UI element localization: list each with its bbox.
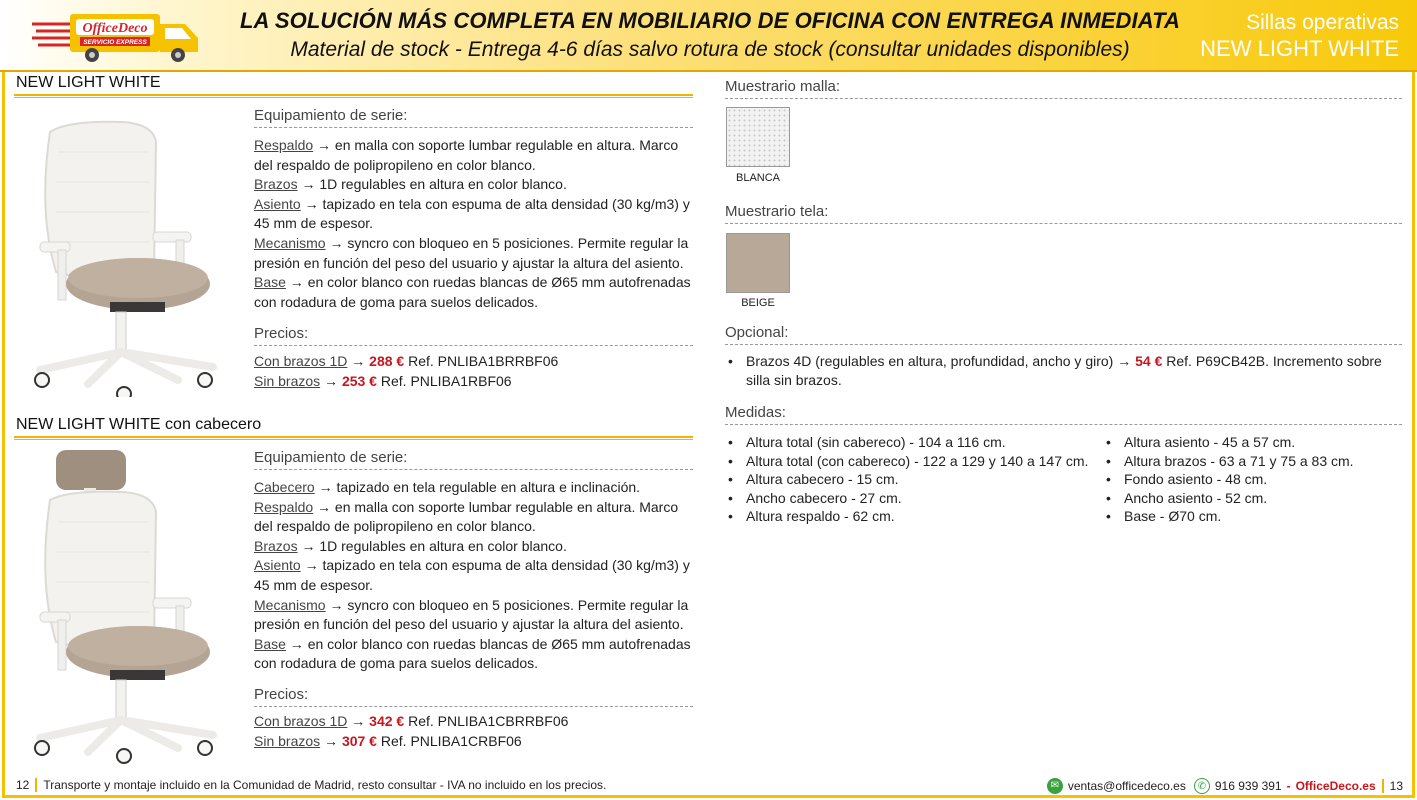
- mesh-swatch-label: BLANCA: [735, 172, 781, 184]
- equipment-label: Brazos: [254, 537, 298, 554]
- equipment-item: [254, 537, 694, 557]
- svg-text:SERVICIO EXPRESS: SERVICIO EXPRESS: [83, 39, 147, 46]
- title-rule: [14, 94, 693, 98]
- equipment-text: → en malla con soporte lumbar regulable en altura. Marco del respaldo de polipropileno en color blanco.: [254, 137, 679, 173]
- phone-icon: ✆: [1194, 778, 1210, 794]
- optional-item: [726, 352, 1406, 389]
- page-header: [0, 0, 1417, 72]
- svg-text:OfficeDeco: OfficeDeco: [82, 21, 148, 36]
- equipment-label: Base: [254, 274, 286, 291]
- equipment-item: [254, 556, 694, 595]
- equipment-label: Mecanismo: [254, 234, 326, 251]
- equipment-item: [254, 498, 694, 537]
- price-value: 288 €: [369, 353, 405, 369]
- price-ref: Ref. PNLIBA1BRRBF06: [404, 353, 559, 369]
- price-arrow: →: [347, 353, 370, 369]
- price-ref: Ref. PNLIBA1RBF06: [376, 372, 512, 389]
- mesh-samples-heading: Muestrario malla:: [725, 78, 1402, 99]
- optional-ref: Ref. P69CB42B. Incremento sobre silla sin brazos.: [746, 353, 1382, 388]
- equipment-label: Cabecero: [254, 479, 315, 495]
- optional-list: [726, 352, 1406, 389]
- measure-item: • Base - Ø70 cm.: [1104, 507, 1404, 526]
- prices-heading: Precios:: [254, 686, 693, 707]
- equipment-item: [254, 195, 694, 234]
- product-title: NEW LIGHT WHITE con cabecero: [16, 416, 262, 433]
- product-title: NEW LIGHT WHITE: [16, 74, 161, 91]
- price-row: [254, 372, 694, 392]
- equipment-list: [254, 478, 694, 674]
- price-arrow: →: [320, 372, 342, 389]
- equipment-heading: Equipamiento de serie:: [254, 107, 693, 128]
- footer-note-block: [16, 778, 606, 792]
- price-value: 342 €: [369, 713, 405, 729]
- header-title: LA SOLUCIÓN MÁS COMPLETA EN MOBILIARIO DE OFICINA CON ENTREGA INMEDIATA: [239, 8, 1181, 33]
- equipment-label: Respaldo: [254, 137, 314, 153]
- equipment-heading: Equipamiento de serie:: [254, 449, 693, 470]
- equipment-text: → tapizado en tela regulable en altura e inclinación.: [314, 479, 641, 495]
- chair-with-headrest-image: [28, 446, 228, 764]
- page-number-left: 12: [16, 778, 37, 792]
- measure-item: • Altura total (con cabereco) - 122 a 129 y 140 a 147 cm.: [726, 452, 1104, 471]
- optional-heading: Opcional:: [725, 324, 1402, 345]
- price-ref: Ref. PNLIBA1CBRRBF06: [404, 713, 569, 729]
- footer-email[interactable]: ventas@officedeco.es: [1067, 779, 1186, 793]
- mesh-swatch-white: [726, 107, 790, 167]
- price-value: 253 €: [341, 372, 377, 389]
- equipment-text: → en color blanco con ruedas blancas de Ø65 mm autofrenadas con rodadura de goma para suelos delicados.: [254, 635, 691, 672]
- footer-contact: [1047, 778, 1403, 794]
- equipment-text: → 1D regulables en altura en color blanco.: [297, 537, 567, 554]
- footer-note: Transporte y montaje incluido en la Comunidad de Madrid, resto consultar - IVA no incluido en los precios.: [43, 778, 607, 792]
- measure-item: • Ancho asiento - 52 cm.: [1104, 489, 1404, 508]
- header-category: Sillas operativas: [1246, 11, 1399, 34]
- equipment-text: → syncro con bloqueo en 5 posiciones. Permite regular la presión en función del peso del usuario y ajustar la altura del asiento.: [254, 234, 689, 271]
- measure-item: • Fondo asiento - 48 cm.: [1104, 470, 1404, 489]
- equipment-list: [254, 136, 694, 312]
- equipment-label: Mecanismo: [254, 596, 326, 613]
- prices-list: [254, 712, 694, 751]
- price-row: [254, 712, 694, 732]
- measure-item: • Altura cabecero - 15 cm.: [726, 470, 1104, 489]
- equipment-label: Brazos: [254, 176, 298, 193]
- equipment-text: → syncro con bloqueo en 5 posiciones. Permite regular la presión en función del peso del usuario y ajustar la altura del asiento.: [254, 596, 689, 633]
- page-footer: [0, 772, 1417, 800]
- price-label: Sin brazos: [254, 732, 321, 749]
- equipment-item: [254, 635, 694, 674]
- optional-price: 54 €: [1135, 353, 1163, 369]
- prices-list: [254, 352, 694, 391]
- equipment-text: → tapizado en tela con espuma de alta densidad (30 kg/m3) y 45 mm de espesor.: [254, 557, 690, 593]
- equipment-label: Respaldo: [254, 498, 314, 515]
- measures-list-right: [1104, 433, 1404, 526]
- delivery-truck-logo: [30, 10, 205, 65]
- price-row: [254, 352, 694, 372]
- measure-item: • Altura respaldo - 62 cm.: [726, 507, 1104, 526]
- equipment-item: [254, 273, 694, 312]
- header-subtitle: Material de stock - Entrega 4-6 días salvo rotura de stock (consultar unidades disponibles): [290, 38, 1130, 61]
- page-number-right: 13: [1389, 779, 1403, 793]
- price-label: Con brazos 1D: [254, 713, 348, 729]
- fabric-swatch-beige: [726, 233, 790, 293]
- equipment-text: → en color blanco con ruedas blancas de Ø65 mm autofrenadas con rodadura de goma para suelos delicados.: [254, 274, 691, 310]
- prices-heading: Precios:: [254, 325, 693, 346]
- footer-separator: [1382, 779, 1384, 793]
- measure-item: • Altura asiento - 45 a 57 cm.: [1104, 433, 1404, 452]
- footer-dash: -: [1286, 779, 1291, 793]
- equipment-item: [254, 175, 694, 195]
- equipment-text: → tapizado en tela con espuma de alta densidad (30 kg/m3) y 45 mm de espesor.: [254, 195, 690, 232]
- footer-phone[interactable]: 916 939 391: [1214, 779, 1282, 793]
- price-label: Sin brazos: [254, 372, 321, 389]
- equipment-text: → 1D regulables en altura en color blanco.: [297, 176, 567, 193]
- email-icon: ✉: [1047, 778, 1063, 794]
- measure-item: • Ancho cabecero - 27 cm.: [726, 489, 1104, 508]
- equipment-label: Asiento: [254, 195, 301, 212]
- equipment-item: [254, 478, 694, 498]
- equipment-text: → en malla con soporte lumbar regulable en altura. Marco del respaldo de polipropileno en color blanco.: [254, 498, 679, 535]
- equipment-label: Base: [254, 635, 286, 652]
- equipment-item: [254, 234, 694, 273]
- header-model: NEW LIGHT WHITE: [1200, 36, 1399, 61]
- fabric-swatch-label: BEIGE: [741, 297, 775, 309]
- optional-text: Brazos 4D (regulables en altura, profundidad, ancho y giro) →: [746, 353, 1136, 369]
- title-rule: [14, 436, 693, 440]
- header-category-block: [1200, 10, 1399, 62]
- footer-brand[interactable]: OfficeDeco.es: [1295, 779, 1376, 793]
- equipment-item: [254, 596, 694, 635]
- chair-image: [28, 112, 228, 397]
- fabric-samples-heading: Muestrario tela:: [725, 203, 1402, 224]
- measures-list-left: [726, 433, 1104, 526]
- price-value: 307 €: [341, 732, 377, 749]
- price-label: Con brazos 1D: [254, 353, 348, 369]
- measure-item: • Altura total (sin cabereco) - 104 a 116 cm.: [726, 433, 1104, 452]
- price-ref: Ref. PNLIBA1CRBF06: [376, 732, 522, 749]
- equipment-label: Asiento: [254, 557, 301, 574]
- equipment-item: [254, 136, 694, 175]
- price-row: [254, 732, 694, 752]
- price-arrow: →: [347, 713, 370, 729]
- price-arrow: →: [320, 732, 342, 749]
- measure-item: • Altura brazos - 63 a 71 y 75 a 83 cm.: [1104, 452, 1404, 471]
- measures-heading: Medidas:: [725, 404, 1402, 425]
